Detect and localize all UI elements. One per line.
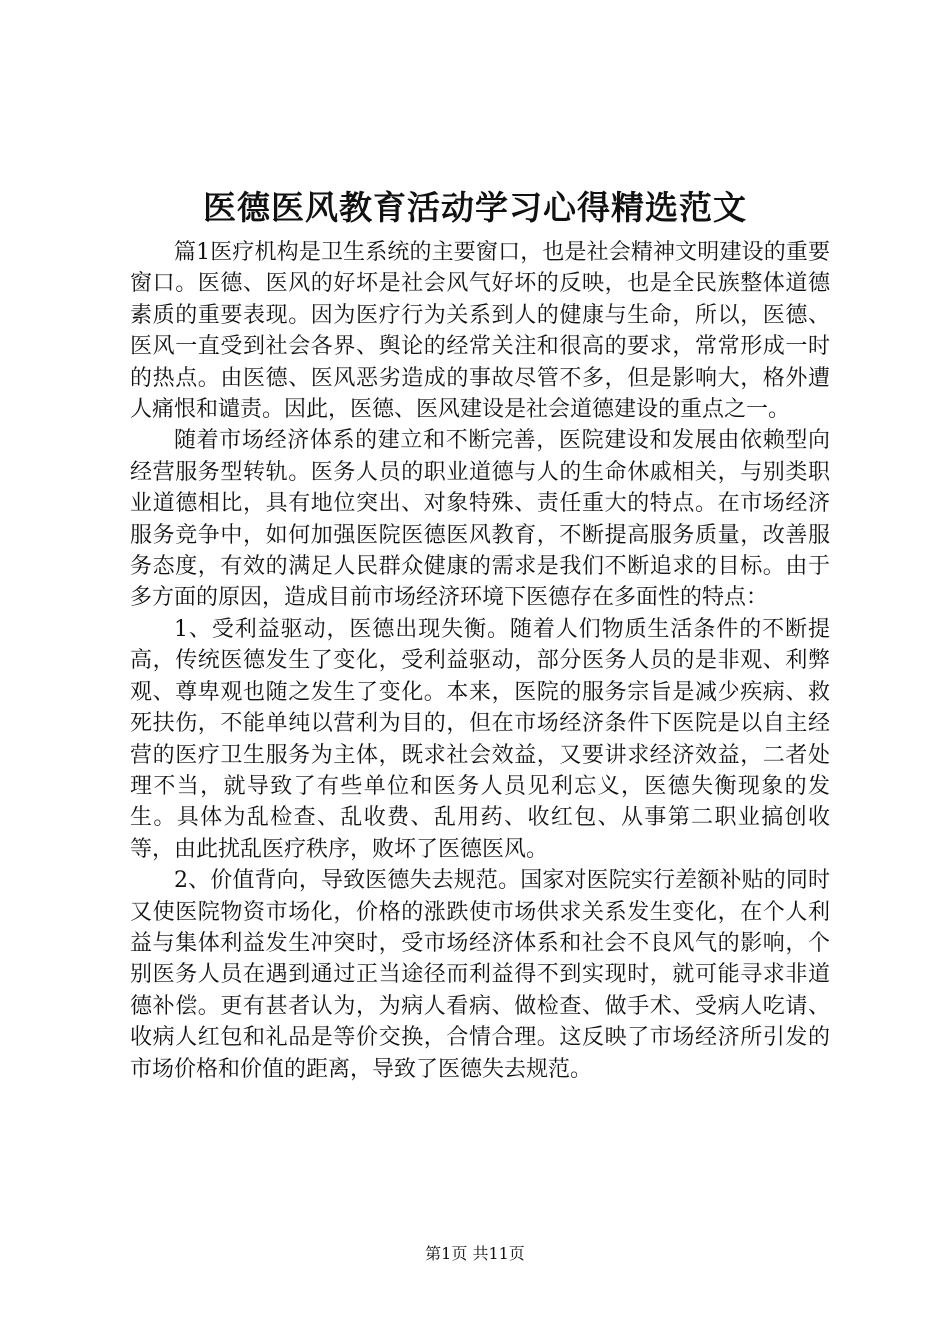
paragraph-1: 篇1医疗机构是卫生系统的主要窗口，也是社会精神文明建设的重要窗口。医德、医风的好坏是社会风气好坏的反映，也是全民族整体道德素质的重要表现。因为医疗行为关系到人的健康与生命，所以，医德、医风一直受到社会各界、舆论的经常关注和很高的要求，常常形成一时的热点。由医德、医风恶劣造成的事故尽管不多，但是影响大，格外遭人痛恨和谴责。因此，医德、医风建设是社会道德建设的重点之一。 (130, 240, 830, 423)
document-title: 医德医风教育活动学习心得精选范文 (203, 188, 747, 227)
paragraph-2: 随着市场经济体系的建立和不断完善，医院建设和发展由依赖型向经营服务型转轨。医务人员的职业道德与人的生命休戚相关，与别类职业道德相比，具有地位突出、对象特殊、责任重大的特点。在市场经济服务竞争中，如何加强医院医德医风教育，不断提高服务质量，改善服务态度，有效的满足人民群众健康的需求是我们不断追求的目标。由于多方面的原因，造成目前市场经济环境下医德存在多面性的特点： (130, 428, 830, 611)
paragraph-4: 2、价值背向，导致医德失去规范。国家对医院实行差额补贴的同时又使医院物资市场化，价格的涨跌使市场供求关系发生变化，在个人利益与集体利益发生冲突时，受市场经济体系和社会不良风气的影响，个别医务人员在遇到通过正当途径而利益得不到实现时，就可能寻求非道德补偿。更有甚者认为，为病人看病、做检查、做手术、受病人吃请、收病人红包和礼品是等价交换，合情合理。这反映了市场经济所引发的市场价格和价值的距离，导致了医德失去规范。 (130, 868, 830, 1082)
document-body (130, 237, 830, 1085)
paragraph-3: 1、受利益驱动，医德出现失衡。随着人们物质生活条件的不断提高，传统医德发生了变化，受利益驱动，部分医务人员的是非观、利弊观、尊卑观也随之发生了变化。本来，医院的服务宗旨是减少疾病、救死扶伤，不能单纯以营利为目的，但在市场经济条件下医院是以自主经营的医疗卫生服务为主体，既求社会效益，又要讲求经济效益，二者处理不当，就导致了有些单位和医务人员见利忘义，医德失衡现象的发生。具体为乱检查、乱收费、乱用药、收红包、从事第二职业搞创收等，由此扰乱医疗秩序，败坏了医德医风。 (130, 616, 830, 862)
page-number-footer: 第1页 共11页 (425, 1244, 525, 1263)
